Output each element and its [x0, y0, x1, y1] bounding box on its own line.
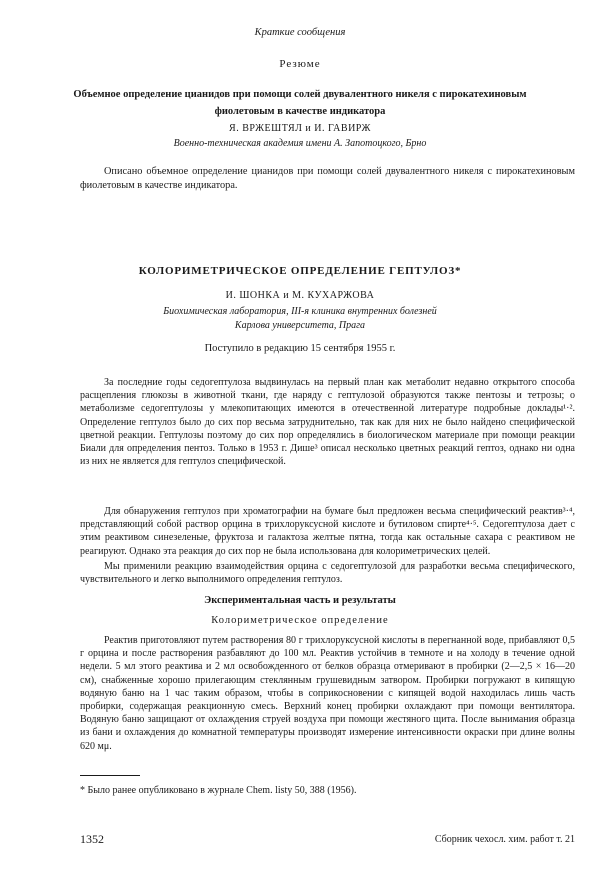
resume-title: Объемное определение цианидов при помощи солей двувалентного никеля с пирокатехиновым фиолетовым в качестве индикатора [73, 89, 527, 117]
paragraph-detection: Для обнаружения гептулоз при хроматографии на бумаге был предложен весьма специфический реактив³·⁴, представляющий собой раствор орцина в трихлоруксусной кислоте и бутиловом спирте⁴·⁵. Седогептулоза дает с этим реактивом синезеленые, фруктоза и галактоза желтые пятна, тогда как остальные сахара с реактивом не реагируют. Однако эта реакция до сих пор не была использована для колориметрических целей. [80, 506, 575, 557]
resume-text: Описано объемное определение цианидов при помощи солей двувалентного никеля с пирокатехиновым фиолетовым в качестве индикатора. [80, 166, 575, 191]
footnote-divider [80, 775, 140, 776]
section-heading: Экспериментальная часть и результаты [204, 595, 396, 606]
page-number: 1352 [80, 832, 104, 846]
resume-affiliation: Военно-техническая академия имени А. Запотоцкого, Брно [173, 138, 427, 149]
journal-citation: Сборник чехосл. хим. работ т. 21 [434, 834, 575, 845]
received-date: Поступило в редакцию 15 сентября 1955 г. [204, 343, 396, 354]
paragraph-aim: Мы применили реакцию взаимодействия орцина с седогептулозой для разработки весьма специфического, чувствительного и легко выполнимого определения гептулоз. [80, 561, 575, 586]
resume-authors: Я. ВРЖЕШТЯЛ и И. ГАВИРЖ [229, 123, 371, 134]
running-header: Краткие сообщения [254, 27, 346, 38]
subsection-heading: Колориметрическое определение [211, 615, 389, 626]
article-affiliation [0, 305, 600, 333]
article-title: КОЛОРИМЕТРИЧЕСКОЕ ОПРЕДЕЛЕНИЕ ГЕПТУЛОЗ* [138, 265, 462, 277]
article-authors: И. ШОНКА и М. КУХАРЖОВА [225, 290, 375, 301]
paragraph-method: Реактив приготовляют путем растворения 80 г трихлоруксусной кислоты в перегнанной воде, прибавляют 0,5 г орцина и после растворения разбавляют до 100 мл. Реактив устойчив в темноте и на холоду в течение одной недели. 5 мл этого реактива и 2 мл освобожденного от белков образца отмеривают в пробирки (2—2,5 × 16—20 см), снабженные хорошо прилегающим стеклянным грушевидным затвором. Пробирки погружают в кипящую водяную баню на 1 час таким образом, чтобы в соприкосновении с кипящей водой находилась лишь часть пробирки, содержащая реакционную смесь. Верхний конец пробирки охлаждают при помощи вентилятора. Водяную баню защищают от охлаждения струей воздуха при помощи жестяного щита. После вынимания образца из бани и охлаждения до комнатной температуры производят измерение интенсивности окраски при длине волны 620 мμ. [80, 635, 575, 752]
paragraph-intro: За последние годы седогептулоза выдвинулась на первый план как метаболит недавно открытого способа расщепления глюкозы в животной ткани, где наряду с гептулозой образуются также пентозы и тетрозы; о метаболизме седогептулозы у млекопитающих имеются в отечественной литературе подробные доклады¹·². Определение гептулоз было до сих пор весьма затруднительно, так как для них не было найдено специфической цветной реакции. Гептулозы поэтому до сих пор определялись в биологическом материале при помощи реакции Биали для определения пентоз. Только в 1953 г. Дише³ описал несколько цветных реакций гептоз, однако ни одна из них не является для гептулоз специфической. [80, 377, 575, 468]
footnote: * Было ранее опубликовано в журнале Chem. listy 50, 388 (1956). [80, 785, 357, 796]
affiliation-line-2: Карлова университета, Прага [234, 320, 366, 331]
resume-heading: Резюме [279, 58, 321, 70]
affiliation-line-1: Биохимическая лаборатория, III-я клиника внутренних болезней [163, 306, 437, 317]
